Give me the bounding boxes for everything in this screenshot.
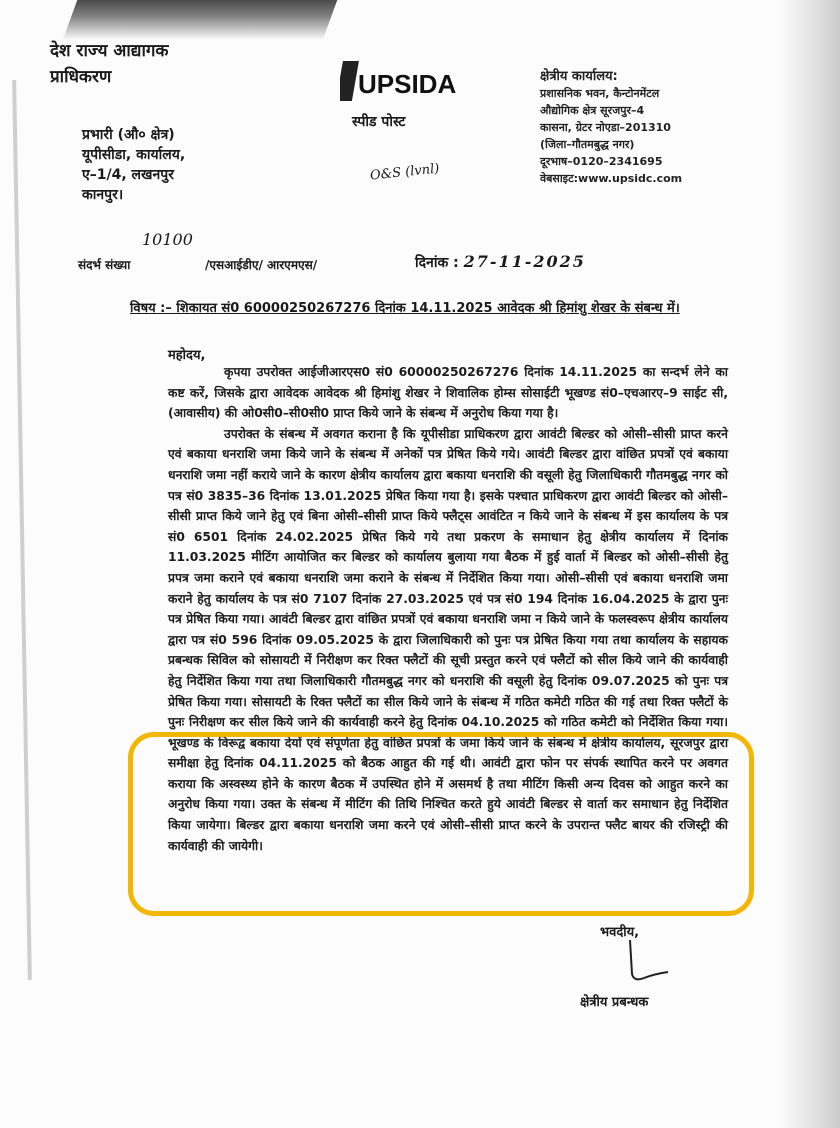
signature [610, 938, 670, 988]
date-value: 27-11-2025 [463, 252, 586, 271]
office-line: दूरभाष–0120–2341695 [540, 155, 663, 168]
office-line: वेबसाइट:www.upsidc.com [540, 172, 683, 185]
reference-label: संदर्भ संख्या [78, 258, 131, 272]
handwritten-ref-number: 10100 [142, 230, 193, 249]
date-label: दिनांक : [415, 255, 459, 271]
office-line: औद्योगिक क्षेत्र सूरजपुर–4 [540, 104, 645, 117]
office-line: कासना, ग्रेटर नोएडा–201310 [540, 121, 671, 134]
designation: क्षेत्रीय प्रबन्धक [580, 995, 649, 1010]
address-line: प्रभारी (औ० क्षेत्र) [82, 127, 175, 143]
office-line: प्रशासनिक भवन, कैन्टोनमेंटल [540, 87, 660, 100]
subject-line: विषय :– शिकायत सं0 60000250267276 दिनांक 14.11.2025 आवेदक श्री हिमांशु शेखर के संबन्ध में। [130, 301, 680, 316]
authority-name [50, 38, 168, 90]
paragraph: उपरोक्त के संबन्ध में अवगत कराना है कि यूपीसीडा प्राधिकरण द्वारा आवंटी बिल्डर को ओसी–सीसी प्राप्त करने एवं बकाया धनराशि जमा किये जाने के संबन्ध में अनेकों पत्र प्रेषित किये गये। आवंटी बिल्डर द्वारा वांछित प्रपत्रों एवं बकाया धनराशि जमा नहीं कराये जाने के कारण क्षेत्रीय कार्यालय द्वारा बकाया धनराशि की वसूली हेतु जिलाधिकारी गौतमबुद्ध नगर को पत्र सं0 3835–36 दिनांक 13.01.2025 प्रेषित किया गया है। इसके पश्चात प्राधिकरण द्वारा आवंटी बिल्डर को ओसी–सीसी प्राप्त किये जाने हेतु एवं बिना ओसी–सीसी प्राप्त किये फ्लैट्स आवंटित न किये जाने के संबन्ध में इस कार्यालय के पत्र सं0 6501 दिनांक 24.02.2025 प्रेषित किये गये तथा प्रकरण के समाधान हेतु क्षेत्रीय कार्यालय में दिनांक 11.03.2025 मीटिंग आयोजित कर बिल्डर को कार्यालय बुलाया गया बैठक में हुई वार्ता में बिल्डर को ओसी–सीसी हेतु प्रपत्र जमा कराने एवं बकाया धनराशि जमा कराने के संबन्ध में निर्देशित किया गया। ओसी–सीसी एवं बकाया धनराशि जमा कराने हेतु कार्यालय के पत्र सं0 7107 दिनांक 27.03.2025 एवं पत्र सं0 194 दिनांक 16.04.2025 के द्वारा पुनः पत्र प्रेषित किया गया। आवंटी बिल्डर द्वारा वांछित प्रपत्रों एवं बकाया धनराशि जमा न किये जाने के फलस्वरूप क्षेत्रीय कार्यालय द्वारा पत्र सं0 596 दिनांक 09.05.2025 के द्वारा जिलाधिकारी को पुनः पत्र प्रेषित किया गया तथा कार्यालय के सहायक प्रबन्धक सिविल को सोसायटी में निरीक्षण कर रिक्त फ्लैटों की सूची प्रस्तुत करने एवं फ्लैटों को सील किये जाने की कार्यवाही हेतु निर्देशित किया गया तथा जिलाधिकारी गौतमबुद्ध नगर को धनराशि की वसूली हेतु दिनांक 09.07.2025 को पुनः पत्र प्रेषित किया गया। सोसायटी के रिक्त फ्लैटों का सील किये जाने के संबन्ध में गठित कमेटी गठित की गई तथा रिक्त फ्लैटों के पुनः निरीक्षण कर सील किये जाने की कार्यवाही करने हेतु दिनांक 04.10.2025 को गठित कमेटी को निर्देशित किया गया। भूखण्ड के विरूद्व बकाया देयों एवं संपूर्णता हेतु वांछित प्रपत्रों के जमा किये जाने के संबन्ध में क्षेत्रीय कार्यालय, सूरजपुर द्वारा समीक्षा हेतु दिनांक 04.11.2025 को बैठक आहुत की गई थी। आवंटी द्वारा फोन पर संपर्क स्थापित करने पर अवगत कराया कि अस्वस्थ्य होने के कारण बैठक में उपस्थित होने में असमर्थ है तथा मीटिंग किसी अन्य दिवस को आहुत करने का अनुरोध किया गया। उक्त के संबन्ध में मीटिंग की तिथि निश्चित करते हुये आवंटी बिल्डर से वार्ता कर समाधान हेतु निर्देशित किया जायेगा। बिल्डर द्वारा बकाया धनराशि जमा करने एवं ओसी–सीसी प्राप्त करने के उपरान्त फ्लैट बायर की रजिस्ट्री की कार्यवाही की जायेगी। [168, 426, 729, 853]
logo-text: UPSIDA [358, 69, 457, 99]
address-line: यूपीसीडा, कार्यालय, [82, 147, 186, 163]
upsida-logo [340, 55, 460, 110]
page-fold-shadow [63, 0, 338, 40]
speed-post-label: स्पीड पोस्ट [352, 114, 406, 130]
regional-office-address [540, 68, 682, 187]
right-edge-shadow [780, 0, 840, 1128]
handwritten-note: O&S (lvnl) [369, 161, 441, 184]
paragraph: कृपया उपरोक्त आईजीआरएस0 सं0 60000250267276 दिनांक 14.11.2025 का सन्दर्भ लेने का कष्ट करें, जिसके द्वारा आवेदक आवेदक श्री हिमांशु शेखर ने शिवालिक होम्स सोसाईटी भूखण्ड सं0–एचआरए–9 साईट सी, (आवासीय) की ओ0सी0–सी0सी0 प्राप्त किये जाने के संबन्ध में अनुरोध किया गया है। [168, 365, 728, 421]
authority-name-line1: देश राज्य आद्यागक [50, 41, 169, 61]
highlight-box [128, 732, 754, 916]
salutation: महोदय, [168, 348, 206, 363]
closing: भवदीय, [600, 925, 640, 940]
authority-name-line2: प्राधिकरण [50, 67, 112, 87]
left-edge-line [12, 80, 32, 980]
reference-code: /एसआईडीए/ आरएमएस/ [205, 258, 318, 272]
recipient-address [82, 125, 185, 205]
address-line: कानपुर। [82, 187, 124, 203]
office-line: (जिला–गौतमबुद्ध नगर) [540, 138, 635, 151]
office-line: क्षेत्रीय कार्यालय: [540, 69, 618, 84]
letter-date [415, 252, 586, 272]
address-line: ए–1/4, लखनपुर [82, 167, 174, 183]
